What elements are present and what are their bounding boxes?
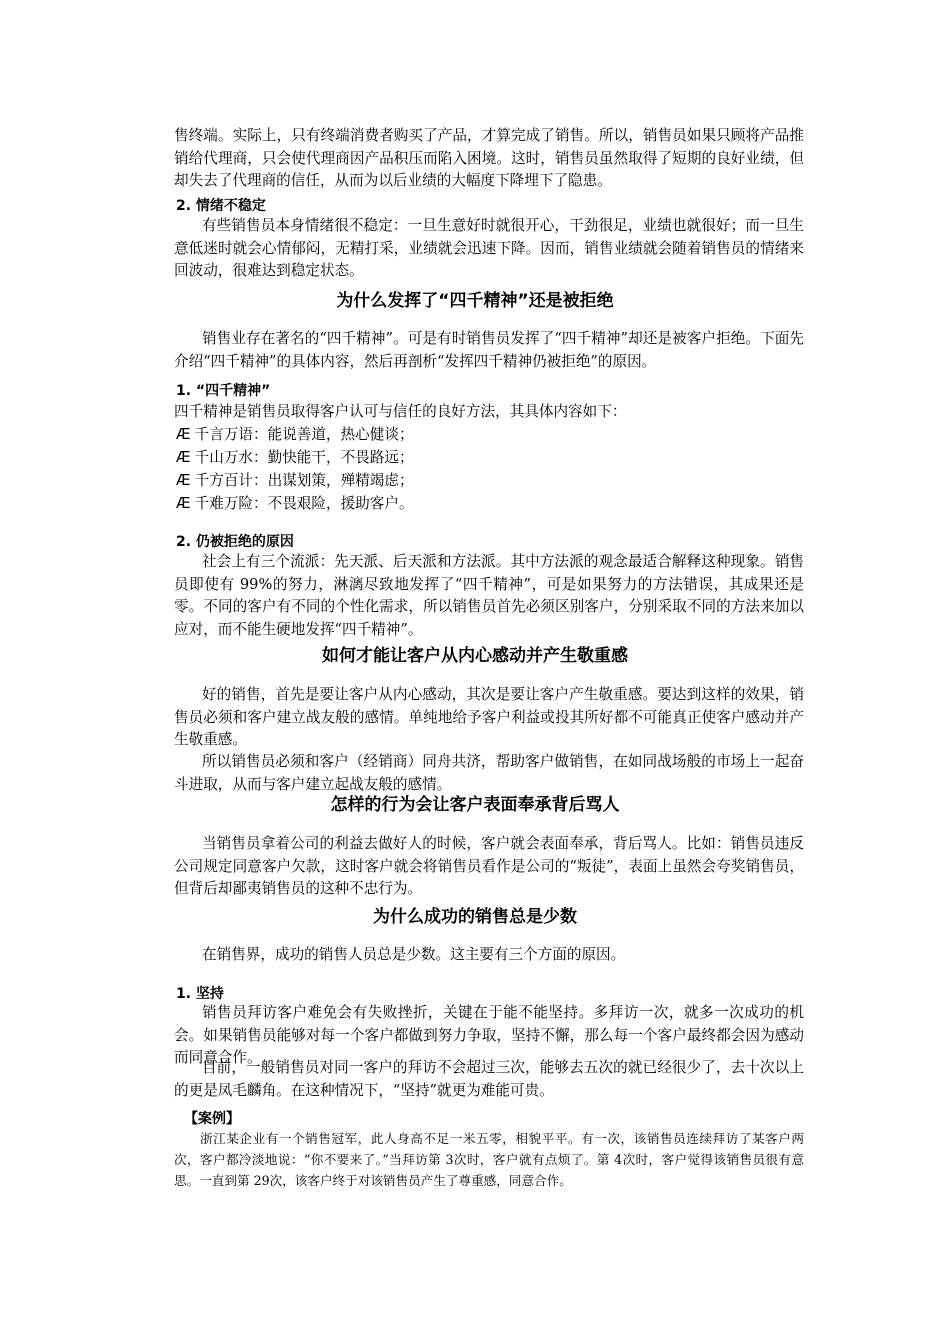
list-item (176, 423, 414, 446)
paragraph-touch-customer-2: 所以销售员必须和客户（经销商）同舟共济，帮助客户做销售，在如同战场般的市场上一起奋斗进取，从而与客户建立起战友般的感情。 (174, 753, 804, 793)
section-heading-success-minority: 为什么成功的销售总是少数 (373, 907, 577, 927)
case-heading: 【案例】 (184, 1111, 240, 1127)
list-item-text: 千言万语：能说善道，热心健谈； (194, 426, 414, 443)
section-heading-four-thousand: 为什么发挥了“四千精神”还是被拒绝 (336, 291, 614, 311)
bullet-icon: Æ (176, 448, 191, 466)
section-heading-flattery: 怎样的行为会让客户表面奉承背后骂人 (330, 795, 620, 815)
paragraph-four-thousand: 销售业存在著名的“四千精神”。可是有时销售员发挥了“四千精神”却还是被客户拒绝。下面先介绍“四千精神”的具体内容，然后再剖析“发挥四千精神仍被拒绝”的原因。 (174, 330, 804, 370)
paragraph-touch-customer-1: 好的销售，首先是要让客户从内心感动，其次是要让客户产生敬重感。要达到这样的效果，销售员必须和客户建立战友般的感情。单纯地给予客户利益或投其所好都不可能真正使客户感动并产生敬重感。 (174, 686, 804, 748)
paragraph-rejection-reason: 社会上有三个流派：先天派、后天派和方法派。其中方法派的观念最适合解释这种现象。销售员即使有 99%的努力，淋漓尽致地发挥了“四千精神”，可是如果努力的方法错误，其成果还是零。不同的客户有不同的个性化需求，所以销售员首先必须区别客户，分别采取不同的方法来加以应对，而不能生硬地发挥“四千精神”。 (174, 553, 804, 638)
case-text: 浙江某企业有一个销售冠军，此人身高不足一米五零，相貌平平。有一次，该销售员连续拜访了某客户两次，客户都冷淡地说：“你不要来了。”当拜访第 3次时，客户就有点烦了。第 4次时，客户觉得该销售员很有意思。一直到第 29次，该客户终于对该销售员产生了尊重感，同意合作。 (174, 1131, 804, 1188)
list-item (176, 492, 414, 515)
subheading-four-thousand-spirit: 1. “四千精神” (176, 383, 271, 399)
bullet-icon: Æ (176, 494, 191, 512)
bullet-icon: Æ (176, 471, 191, 489)
paragraph-persistence-1: 销售员拜访客户难免会有失败挫折，关键在于能不能坚持。多拜访一次，就多一次成功的机会。如果销售员能够对每一个客户都做到努力争取，坚持不懈，那么每一个客户最终都会因为感动而同意合作。 (174, 1004, 804, 1066)
list-item-text: 千山万水：勤快能干，不畏路远； (194, 449, 414, 466)
list-item (176, 469, 414, 492)
paragraph-flattery: 当销售员拿着公司的利益去做好人的时候，客户就会表面奉承，背后骂人。比如：销售员违反公司规定同意客户欠款，这时客户就会将销售员看作是公司的“叛徒”，表面上虽然会夸奖销售员，但背后却鄙夷销售员的这种不忠行为。 (174, 835, 804, 897)
paragraph-success-minority: 在销售界，成功的销售人员总是少数。这主要有三个方面的原因。 (202, 946, 626, 963)
paragraph-emotion: 有些销售员本身情绪很不稳定：一旦生意好时就很开心，干劲很足，业绩也就很好；而一旦生意低迷时就会心情郁闷，无精打采，业绩就会迅速下降。因而，销售业绩就会随着销售员的情绪来回波动，很难达到稳定状态。 (174, 217, 804, 279)
paragraph-persistence-2: 目前，一般销售员对同一客户的拜访不会超过三次，能够去五次的就已经很少了，去十次以上的更是凤毛麟角。在这种情况下，“坚持”就更为难能可贵。 (174, 1059, 804, 1099)
paragraph-intro: 售终端。实际上，只有终端消费者购买了产品，才算完成了销售。所以，销售员如果只顾将产品推销给代理商，只会使代理商因产品积压而陷入困境。这时，销售员虽然取得了短期的良好业绩，但却失去了代理商的信任，从而为以后业绩的大幅度下降埋下了隐患。 (174, 127, 804, 189)
paragraph-four-thousand-intro: 四千精神是销售员取得客户认可与信任的良好方法，其具体内容如下： (174, 403, 627, 420)
subheading-rejection-reason: 2. 仍被拒绝的原因 (176, 534, 294, 550)
subheading-persistence: 1. 坚持 (176, 986, 224, 1002)
bullet-icon: Æ (176, 425, 191, 443)
list-item-text: 千难万险：不畏艰险，援助客户。 (194, 495, 414, 512)
list-item (176, 446, 414, 469)
subheading-emotion: 2. 情绪不稳定 (176, 198, 266, 214)
list-item-text: 千方百计：出谋划策，殚精竭虑； (194, 472, 414, 489)
section-heading-touch-customer: 如何才能让客户从内心感动并产生敬重感 (322, 646, 628, 666)
